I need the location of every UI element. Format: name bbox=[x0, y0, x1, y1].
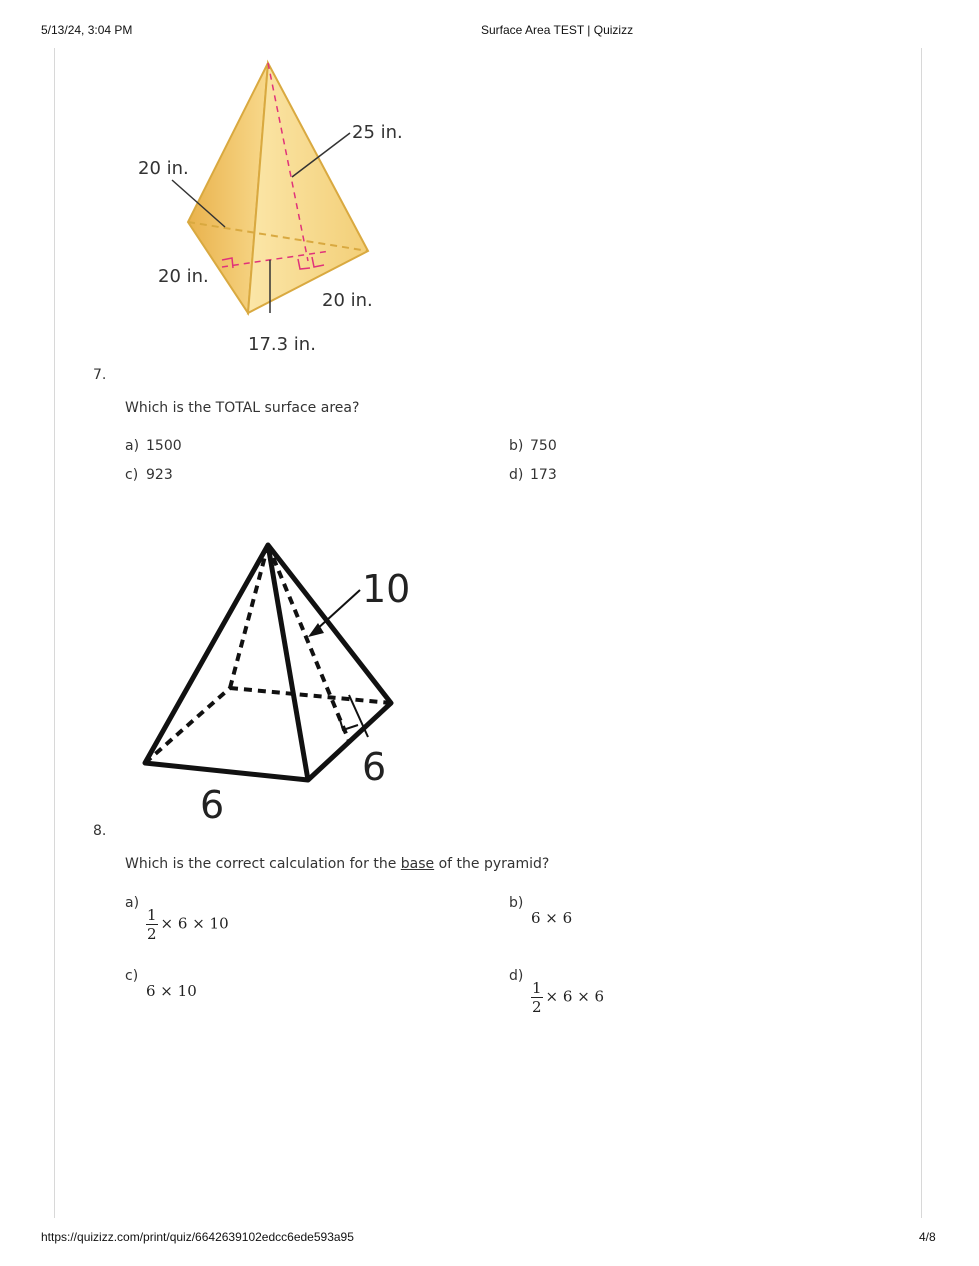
label-side-front: 6 bbox=[200, 783, 225, 827]
question-number: 7. bbox=[93, 367, 107, 383]
option-d-label: d) bbox=[509, 968, 524, 984]
label-slant-10: 10 bbox=[362, 567, 411, 611]
option-c-label: c) bbox=[125, 968, 139, 984]
label-edge-left: 20 in. bbox=[138, 158, 189, 179]
label-side-right: 6 bbox=[362, 745, 387, 789]
fraction-numerator: 1 bbox=[532, 979, 542, 997]
question-number: 8. bbox=[93, 823, 107, 839]
option-c bbox=[125, 467, 173, 483]
option-a-math bbox=[146, 906, 229, 943]
option-b-label: b) bbox=[509, 895, 524, 911]
triangular-pyramid-diagram bbox=[130, 55, 430, 365]
question-text-underlined: base bbox=[400, 856, 435, 872]
page-number: 4/8 bbox=[919, 1230, 936, 1244]
math-expression: × 6 × 10 bbox=[160, 914, 229, 933]
question-text bbox=[125, 856, 549, 872]
option-d-math bbox=[531, 979, 604, 1016]
option-d bbox=[509, 467, 557, 483]
print-url: https://quizizz.com/print/quiz/6642639102edcc6ede593a95 bbox=[41, 1230, 354, 1244]
fraction-denominator: 2 bbox=[147, 925, 157, 943]
question-text-pre: Which is the correct calculation for the bbox=[125, 856, 401, 872]
label-base-right: 20 in. bbox=[322, 290, 373, 311]
option-value: 173 bbox=[530, 467, 557, 483]
fraction-denominator: 2 bbox=[532, 998, 542, 1016]
option-label: a) bbox=[125, 438, 140, 454]
page-border-right bbox=[921, 48, 922, 1218]
option-value: 750 bbox=[530, 438, 557, 454]
question-text: Which is the TOTAL surface area? bbox=[125, 400, 360, 416]
square-pyramid-diagram bbox=[130, 535, 430, 835]
label-slant-height: 25 in. bbox=[352, 122, 403, 143]
option-value: 923 bbox=[146, 467, 173, 483]
fraction-numerator: 1 bbox=[147, 906, 157, 924]
fraction bbox=[146, 906, 158, 943]
option-b bbox=[509, 438, 557, 454]
label-base-left: 20 in. bbox=[158, 266, 209, 287]
page-border-left bbox=[54, 48, 55, 1218]
option-a bbox=[125, 438, 182, 454]
option-b-math: 6 × 6 bbox=[531, 909, 573, 927]
option-label: b) bbox=[509, 438, 524, 454]
option-a-label: a) bbox=[125, 895, 140, 911]
math-expression: × 6 × 6 bbox=[545, 987, 605, 1006]
label-base-height: 17.3 in. bbox=[248, 334, 316, 355]
option-label: d) bbox=[509, 467, 524, 483]
question-text-post: of the pyramid? bbox=[434, 856, 550, 872]
print-datetime: 5/13/24, 3:04 PM bbox=[41, 23, 133, 37]
option-label: c) bbox=[125, 467, 139, 483]
option-c-math: 6 × 10 bbox=[146, 982, 197, 1000]
option-value: 1500 bbox=[146, 438, 182, 454]
page-title: Surface Area TEST | Quizizz bbox=[481, 23, 634, 37]
fraction bbox=[531, 979, 543, 1016]
